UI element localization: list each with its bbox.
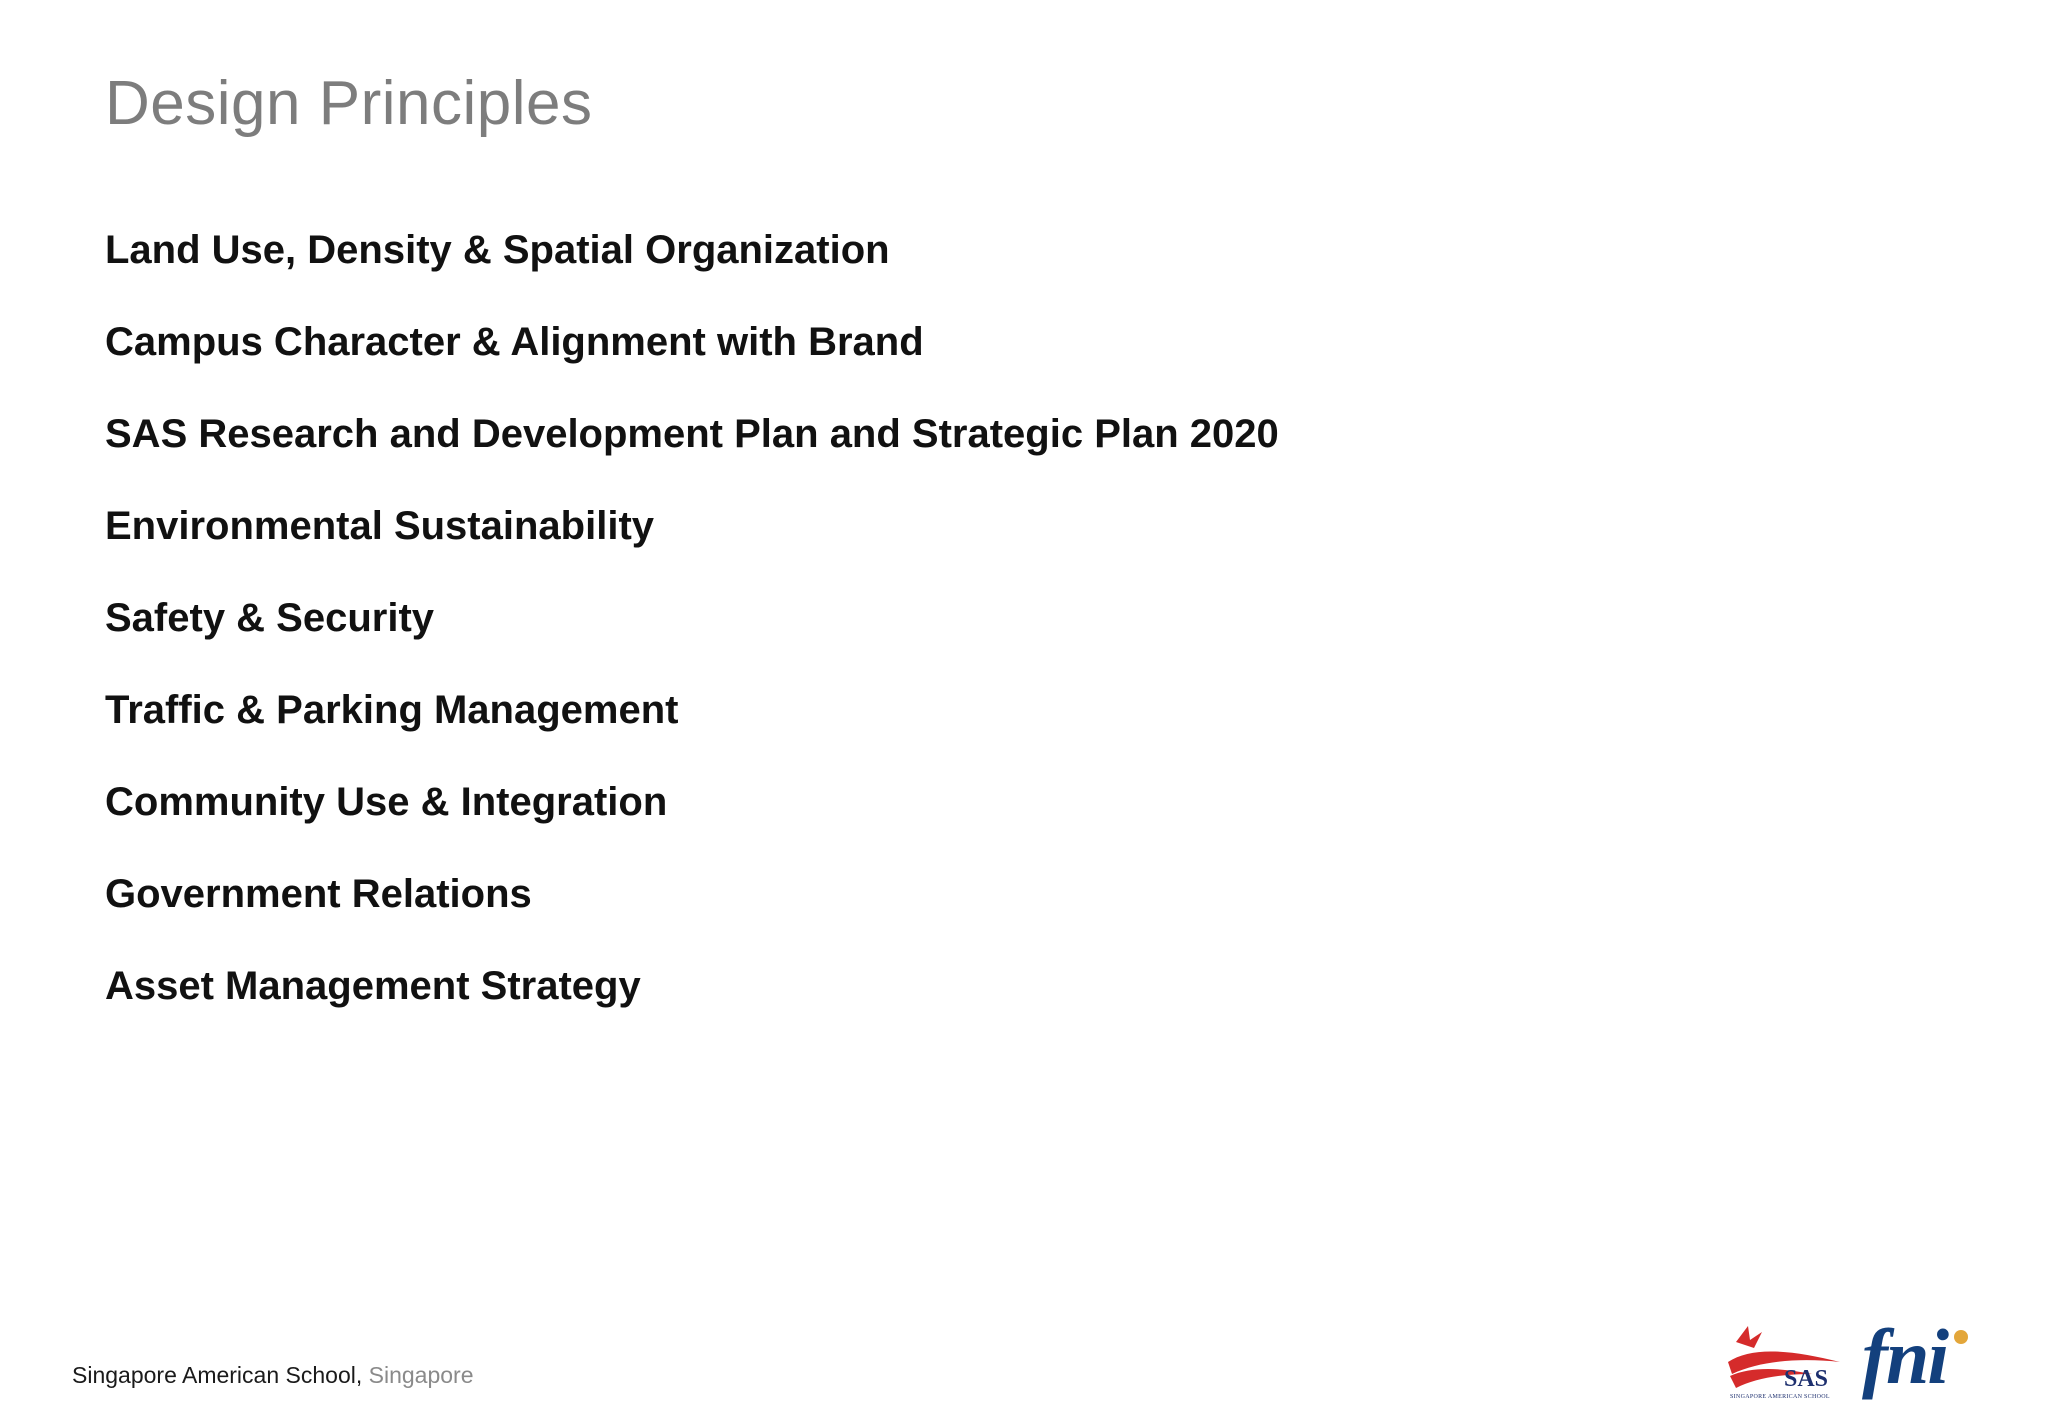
footer-school: Singapore American School xyxy=(72,1362,356,1388)
list-item: Environmental Sustainability xyxy=(105,504,655,548)
sas-logo-subtitle: SINGAPORE AMERICAN SCHOOL xyxy=(1730,1394,1830,1400)
list-item: Asset Management Strategy xyxy=(105,964,641,1008)
list-item: Government Relations xyxy=(105,872,532,916)
page-title: Design Principles xyxy=(105,69,593,138)
list-item: SAS Research and Development Plan and Strategic Plan 2020 xyxy=(105,412,1279,456)
logos xyxy=(1722,1313,1982,1408)
list-item: Campus Character & Alignment with Brand xyxy=(105,320,924,364)
sas-logo xyxy=(1722,1322,1846,1404)
list-item: Land Use, Density & Spatial Organization xyxy=(105,228,890,272)
footer-location: Singapore xyxy=(368,1362,474,1388)
footer-separator: , xyxy=(355,1362,369,1388)
list-item: Community Use & Integration xyxy=(105,780,668,824)
principles-list xyxy=(105,220,1279,1048)
list-item: Traffic & Parking Management xyxy=(105,688,679,732)
footer xyxy=(72,1362,473,1389)
sas-logo-text: SAS xyxy=(1784,1366,1829,1392)
fni-logo: fni xyxy=(1862,1313,1948,1400)
list-item: Safety & Security xyxy=(105,596,435,640)
fni-dot-icon xyxy=(1954,1330,1968,1344)
